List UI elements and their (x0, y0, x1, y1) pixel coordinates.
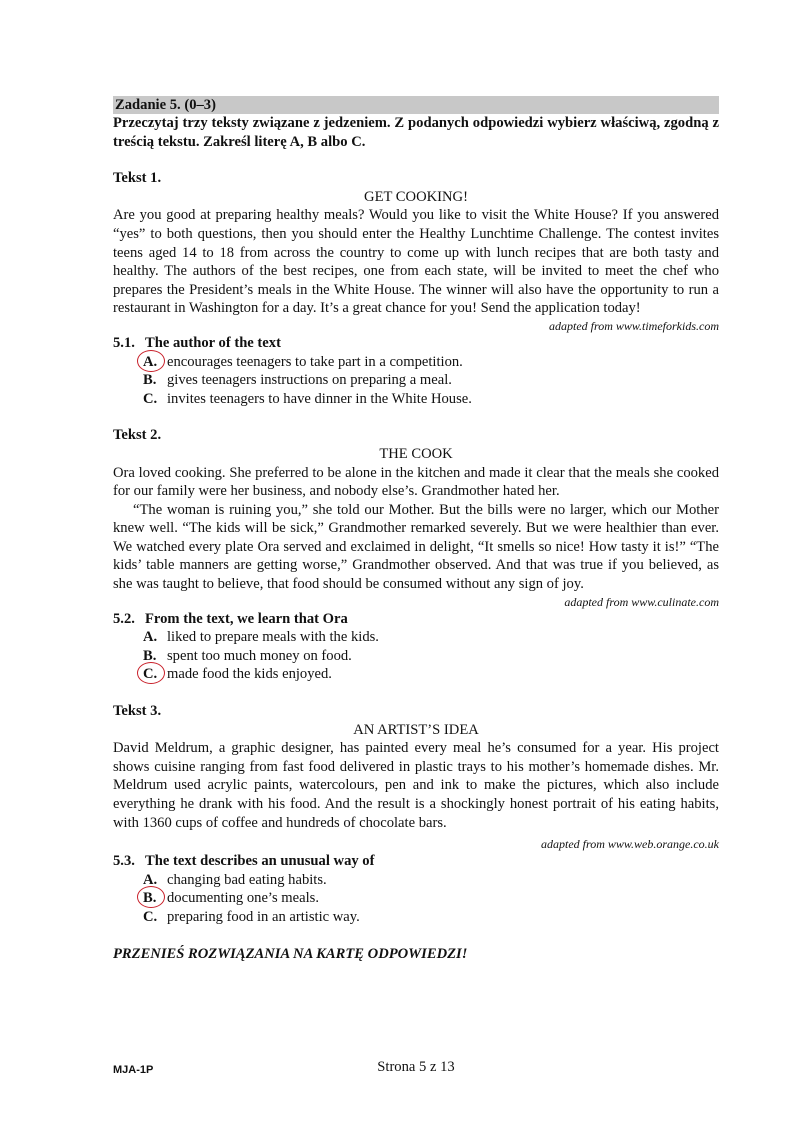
option-letter: C. (143, 665, 167, 684)
option-text: documenting one’s meals. (167, 890, 319, 907)
option-5-3-c[interactable] (113, 908, 719, 927)
question-text: The author of the text (145, 334, 281, 351)
option-text: encourages teenagers to take part in a competition. (167, 353, 463, 370)
option-5-1-a[interactable] (113, 353, 719, 372)
exam-code: MJA-1P (113, 1064, 154, 1076)
option-letter: A. (143, 629, 158, 646)
task-instruction: Przeczytaj trzy teksty związane z jedzeniem. Z podanych odpowiedzi wybierz właściwą, zgodną z treścią tekstu. Zakreśl literę A, B albo C. (113, 115, 719, 150)
transfer-note: PRZENIEŚ ROZWIĄZANIA NA KARTĘ ODPOWIEDZI! (113, 945, 468, 962)
option-text: changing bad eating habits. (167, 871, 327, 888)
option-letter: C. (143, 390, 158, 407)
option-5-1-c[interactable] (113, 390, 719, 409)
text1-title: GET COOKING! (364, 188, 468, 205)
text3-body: David Meldrum, a graphic designer, has painted every meal he’s consumed for a year. His project shows cuisine ranging from fast food delivered in plastic trays to his mother’s homemade dishes. Mr. Meldrum used acrylic paints, watercolours, pen and ink to make the pictures, which also include everything he drank with his food. And the result is a shockingly honest portrait of his eating habits, with 1360 cups of coffee and hundreds of chocolate bars. (113, 740, 719, 831)
text1-label: Tekst 1. (113, 170, 162, 187)
page-number: Strona 5 z 13 (377, 1059, 455, 1075)
option-5-1-b[interactable] (113, 371, 719, 390)
option-text: preparing food in an artistic way. (167, 908, 360, 925)
option-5-2-b[interactable] (113, 647, 719, 666)
option-letter: B. (143, 647, 157, 664)
option-text: made food the kids enjoyed. (167, 666, 332, 683)
task-header: Zadanie 5. (0–3) (113, 96, 719, 114)
text2-para2: “The woman is ruining you,” she told our Mother. But the bills were no larger, which our Mother knew well. “The kids will be sick,” Grandmother remarked severely. But we were healthier than ever. We watched every plate Ora served and exclaimed in delight, “It smells so nice! How tasty it is!” “The kids’ table manners are getting worse,” Grandmother observed. And that was true if you believed, as she was taught to believe, that food should be consumed without any sign of joy. (113, 501, 719, 593)
option-5-3-b[interactable] (113, 889, 719, 908)
text2-title: THE COOK (379, 445, 453, 462)
question-text: The text describes an unusual way of (145, 853, 375, 870)
option-text: invites teenagers to have dinner in the White House. (167, 390, 472, 407)
option-letter: A. (143, 353, 167, 372)
text3-source: adapted from www.web.orange.co.uk (541, 837, 719, 852)
option-5-2-a[interactable] (113, 628, 719, 647)
page-footer (113, 1058, 719, 1078)
option-text: gives teenagers instructions on preparing a meal. (167, 372, 452, 389)
text2-label: Tekst 2. (113, 427, 162, 444)
text3-title: AN ARTIST’S IDEA (353, 721, 479, 738)
answer-circle (137, 662, 165, 684)
option-text: spent too much money on food. (167, 647, 352, 664)
question-5-2 (113, 610, 719, 629)
option-text: liked to prepare meals with the kids. (167, 629, 379, 646)
option-5-2-c[interactable] (113, 665, 719, 684)
exam-page (113, 96, 719, 963)
question-5-1 (113, 334, 719, 353)
option-letter: C. (143, 908, 158, 925)
answer-circle (137, 350, 165, 372)
text3-label: Tekst 3. (113, 703, 162, 720)
question-number: 5.2. (113, 610, 135, 627)
text1-source: adapted from www.timeforkids.com (549, 318, 719, 333)
text1-body: Are you good at preparing healthy meals? Would you like to visit the White House? If you answered “yes” to both questions, then you should enter the Healthy Lunchtime Challenge. The contest invites teens aged 14 to 18 from across the country to come up with lunch recipes that are both tasty and healthy. The authors of the best recipes, one from each state, will be invited to meet the chef who prepares the President’s meals in the White House. The winner will also have the opportunity to run a restaurant in Washington for a day. It’s a great chance for you! Send the application today! (113, 207, 719, 317)
option-letter: A. (143, 871, 158, 888)
option-5-3-a[interactable] (113, 871, 719, 890)
question-5-3 (113, 852, 719, 871)
answer-circle (137, 886, 165, 908)
question-number: 5.1. (113, 334, 135, 351)
question-number: 5.3. (113, 853, 135, 870)
option-letter: B. (143, 889, 167, 908)
text2-para1: Ora loved cooking. She preferred to be alone in the kitchen and made it clear that the meals she cooked for our family were her business, and nobody else’s. Grandmother hated her. (113, 464, 719, 500)
text2-source: adapted from www.culinate.com (564, 594, 719, 609)
question-text: From the text, we learn that Ora (145, 610, 348, 627)
option-letter: B. (143, 372, 157, 389)
